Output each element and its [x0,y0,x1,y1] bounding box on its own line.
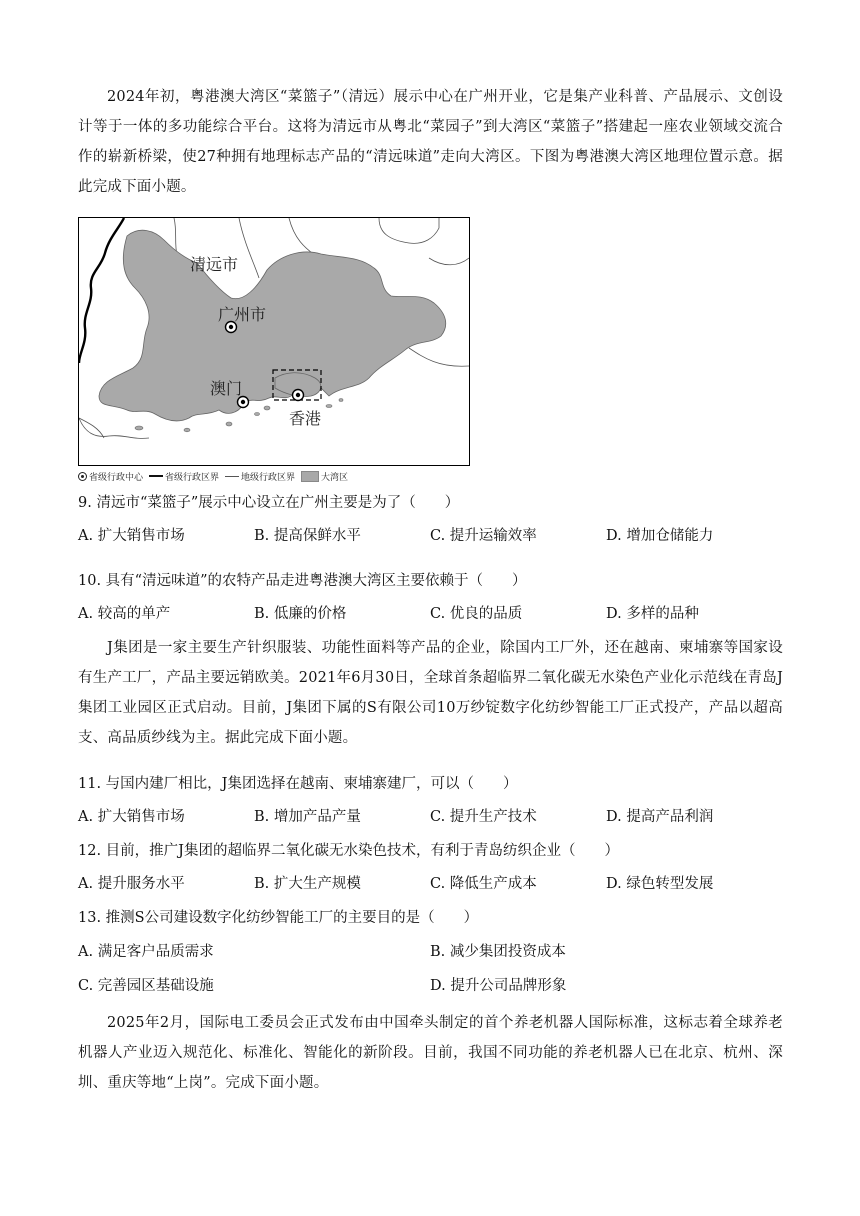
question-11: 11. 与国内建厂相比，J集团选择在越南、柬埔寨建厂，可以（ ） [78,776,518,792]
question-11-options [78,806,783,828]
passage-elderly-robot: 2025年2月，国际电工委员会正式发布由中国牵头制定的首个养老机器人国际标准，这标志着全球养老机器人产业迈入规范化、标准化、智能化的新阶段。目前，我国不同功能的养老机器人已在北京、杭州、深圳、重庆等地“上岗”。完成下面小题。 [78,1015,783,1091]
bay-area-map [78,217,470,487]
q10-option-b[interactable]: B. 低廉的价格 [254,606,347,622]
question-13-options-row2 [78,975,783,997]
q13-option-d[interactable]: D. 提升公司品牌形象 [430,978,567,994]
legend-bay-area: 大湾区 [301,470,348,483]
q11-option-c[interactable]: C. 提升生产技术 [430,809,537,825]
thin-line-icon [225,476,239,477]
q11-option-d[interactable]: D. 提高产品利润 [606,809,714,825]
question-12: 12. 目前，推广J集团的超临界二氧化碳无水染色技术，有利于青岛纺织企业（ ） [78,843,619,859]
shaded-box-icon [301,471,319,482]
question-10: 10. 具有“清远味道”的农特产品走进粤港澳大湾区主要依赖于（ ） [78,573,527,589]
q10-option-a[interactable]: A. 较高的单产 [78,606,171,622]
bay-area-region [99,230,446,421]
question-13: 13. 推测S公司建设数字化纺纱智能工厂的主要目的是（ ） [78,910,479,926]
q13-option-c[interactable]: C. 完善园区基础设施 [78,978,214,994]
q13-option-b[interactable]: B. 减少集团投资成本 [430,944,566,960]
question-12-options [78,873,783,895]
question-10-options [78,603,783,625]
legend-provincial-center: 省级行政中心 [78,470,143,483]
q9-option-c[interactable]: C. 提升运输效率 [430,528,537,544]
passage-bay-area: 2024年初，粤港澳大湾区“菜篮子”（清远）展示中心在广州开业，它是集产业科普、产品展示、文创设计等于一体的多功能综合平台。这将为清远市从粤北“菜园子”到大湾区“菜篮子”搭建起一座农业领域交流合作的崭新桥梁，使27种拥有地理标志产品的“清远味道”走向大湾区。下图为粤港澳大湾区地理位置示意。据此完成下面小题。 [78,89,783,195]
q9-option-d[interactable]: D. 增加仓储能力 [606,528,714,544]
q12-option-c[interactable]: C. 降低生产成本 [430,876,537,892]
q12-option-d[interactable]: D. 绿色转型发展 [606,876,714,892]
q12-option-b[interactable]: B. 扩大生产规模 [254,876,361,892]
legend-prefecture-border: 地级行政区界 [225,470,295,483]
map-graphic [79,218,469,465]
q11-option-a[interactable]: A. 扩大销售市场 [78,809,185,825]
hongkong-symbol [293,390,304,401]
q10-option-d[interactable]: D. 多样的品种 [606,606,699,622]
map-legend [78,468,470,484]
label-qingyuan: 清远市 [190,255,239,274]
q10-option-c[interactable]: C. 优良的品质 [430,606,523,622]
map-frame [78,217,470,466]
passage-j-group: J集团是一家主要生产针织服装、功能性面料等产品的企业，除国内工厂外，还在越南、柬埔寨等国家设有生产工厂，产品主要远销欧美。2021年6月30日，全球首条超临界二氧化碳无水染色产业化示范线在青岛J集团工业园区正式启动。目前，J集团下属的S有限公司10万纱锭数字化纺纱智能工厂正式投产，产品以超高支、高品质纱线为主。据此完成下面小题。 [78,640,783,746]
q11-option-b[interactable]: B. 增加产品产量 [254,809,361,825]
q12-option-a[interactable]: A. 提升服务水平 [78,876,185,892]
label-hongkong: 香港 [289,409,322,428]
q9-option-b[interactable]: B. 提高保鲜水平 [254,528,361,544]
legend-provincial-border: 省级行政区界 [149,470,219,483]
q9-option-a[interactable]: A. 扩大销售市场 [78,528,185,544]
question-9: 9. 清远市“菜篮子”展示中心设立在广州主要是为了（ ） [78,495,460,511]
question-13-options-row1 [78,941,783,963]
label-guangzhou: 广州市 [218,305,267,324]
provincial-border [79,218,124,363]
provincial-center-icon [78,472,87,481]
question-9-options [78,525,783,547]
thick-line-icon [149,475,163,478]
label-macau: 澳门 [210,379,243,398]
q13-option-a[interactable]: A. 满足客户品质需求 [78,944,214,960]
